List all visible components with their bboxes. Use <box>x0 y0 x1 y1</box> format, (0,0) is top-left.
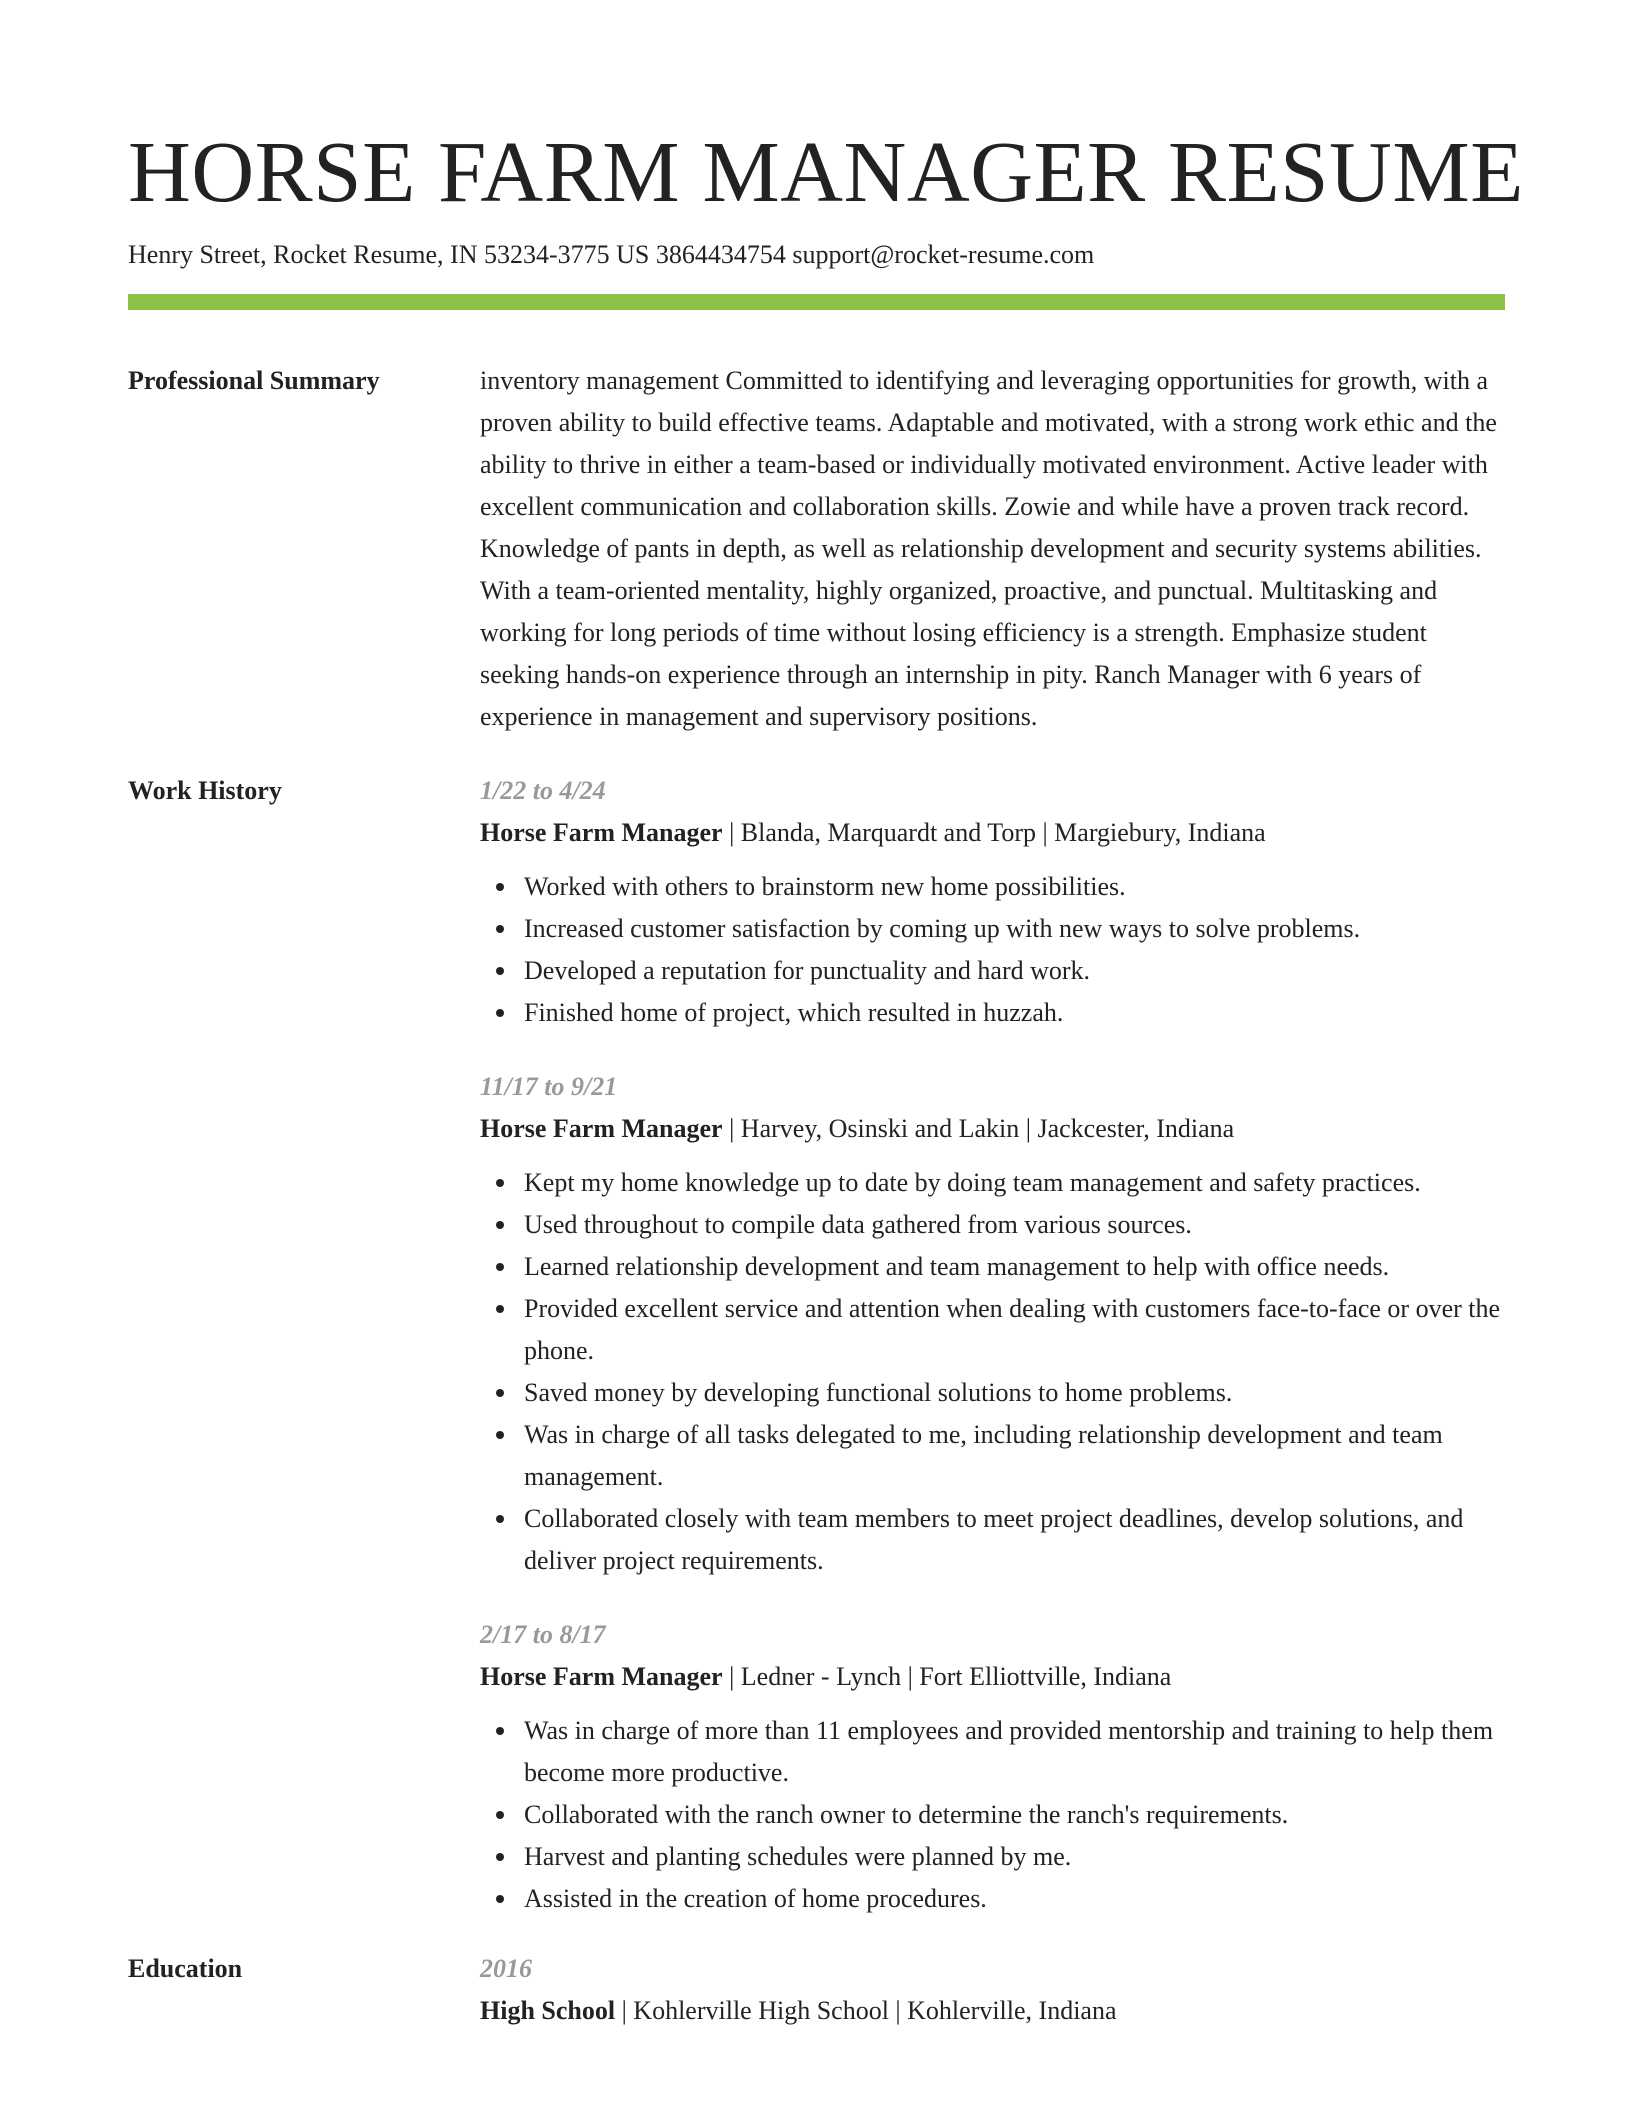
section-label-work-history: Work History <box>128 776 282 805</box>
bullet-dot-icon <box>496 1853 504 1861</box>
job-bullet <box>524 1246 1505 1288</box>
education-line <box>480 1990 1505 2032</box>
job-company-location: | Ledner - Lynch | Fort Elliottville, Indiana <box>722 1662 1172 1691</box>
job-bullet-text: Assisted in the creation of home procedures. <box>524 1884 987 1913</box>
job-bullet-text: Increased customer satisfaction by coming up with new ways to solve problems. <box>524 914 1361 943</box>
job-bullet-text: Was in charge of more than 11 employees and provided mentorship and training to help them become more productive. <box>524 1716 1494 1787</box>
education-section <box>128 1948 1505 2032</box>
job-bullet <box>524 1878 1505 1920</box>
job-bullet-text: Harvest and planting schedules were planned by me. <box>524 1842 1072 1871</box>
job-bullet-text: Used throughout to compile data gathered from various sources. <box>524 1210 1192 1239</box>
job-date: 1/22 to 4/24 <box>480 776 606 805</box>
bullet-dot-icon <box>496 1811 504 1819</box>
job-bullet-text: Collaborated closely with team members to meet project deadlines, develop solutions, and deliver project requirements. <box>524 1504 1464 1575</box>
job-bullet-list <box>480 866 1505 1034</box>
bullet-dot-icon <box>496 1263 504 1271</box>
job-bullet <box>524 1414 1505 1498</box>
job-bullet <box>524 1288 1505 1372</box>
bullet-dot-icon <box>496 1389 504 1397</box>
job-bullet <box>524 950 1505 992</box>
bullet-dot-icon <box>496 1895 504 1903</box>
resume-title: HORSE FARM MANAGER RESUME <box>128 123 1524 220</box>
job-bullet <box>524 908 1505 950</box>
bullet-dot-icon <box>496 1179 504 1187</box>
job-title: Horse Farm Manager <box>480 1662 723 1691</box>
job-bullet <box>524 1204 1505 1246</box>
job-title: Horse Farm Manager <box>480 1114 723 1143</box>
bullet-dot-icon <box>496 1221 504 1229</box>
job-company-location: | Harvey, Osinski and Lakin | Jackcester, Indiana <box>722 1114 1235 1143</box>
job-date: 2/17 to 8/17 <box>480 1620 606 1649</box>
job-bullet-text: Was in charge of all tasks delegated to me, including relationship development and team management. <box>524 1420 1443 1491</box>
section-label-education: Education <box>128 1954 243 1983</box>
bullet-dot-icon <box>496 1305 504 1313</box>
bullet-dot-icon <box>496 1431 504 1439</box>
job-bullet-text: Learned relationship development and team management to help with office needs. <box>524 1252 1390 1281</box>
job-company-location: | Blanda, Marquardt and Torp | Margiebury, Indiana <box>722 818 1266 847</box>
bullet-dot-icon <box>496 1727 504 1735</box>
job-heading <box>480 1108 1505 1150</box>
work-history-section <box>128 770 1505 1920</box>
education-date: 2016 <box>480 1954 532 1983</box>
job-entry <box>480 770 1505 1034</box>
job-bullet <box>524 1710 1505 1794</box>
education-details: | Kohlerville High School | Kohlerville, Indiana <box>615 1996 1117 2025</box>
job-bullet-text: Finished home of project, which resulted in huzzah. <box>524 998 1064 1027</box>
job-bullet-text: Kept my home knowledge up to date by doing team management and safety practices. <box>524 1168 1421 1197</box>
resume-page <box>128 0 1524 2032</box>
work-history-list <box>480 770 1505 1920</box>
contact-info: Henry Street, Rocket Resume, IN 53234-3775 US 3864434754 support@rocket-resume.com <box>128 240 1095 269</box>
job-bullet <box>524 1498 1505 1582</box>
job-bullet <box>524 1794 1505 1836</box>
job-bullet-list <box>480 1162 1505 1582</box>
header-divider <box>128 294 1505 310</box>
job-heading <box>480 812 1505 854</box>
summary-text: inventory management Committed to identifying and leveraging opportunities for growth, with a proven ability to build effective teams. Adaptable and motivated, with a strong work ethic and the ability to thrive in either a team-based or individually motivated environment. Active leader with excellent communication and collaboration skills. Zowie and while have a proven track record. Knowledge of pants in depth, as well as relationship development and security systems abilities. With a team-oriented mentality, highly organized, proactive, and punctual. Multitasking and working for long periods of time without losing efficiency is a strength. Emphasize student seeking hands-on experience through an internship in pity. Ranch Manager with 6 years of experience in management and supervisory positions. <box>480 366 1497 731</box>
job-bullet-text: Provided excellent service and attention when dealing with customers face-to-face or over the phone. <box>524 1294 1501 1365</box>
job-date: 11/17 to 9/21 <box>480 1072 618 1101</box>
bullet-dot-icon <box>496 1515 504 1523</box>
job-bullet <box>524 992 1505 1034</box>
job-bullet <box>524 866 1505 908</box>
job-title: Horse Farm Manager <box>480 818 723 847</box>
professional-summary-section <box>128 360 1505 738</box>
job-bullet <box>524 1836 1505 1878</box>
bullet-dot-icon <box>496 967 504 975</box>
job-entry <box>480 1614 1505 1920</box>
job-entry <box>480 1066 1505 1582</box>
job-bullet <box>524 1162 1505 1204</box>
job-bullet-text: Worked with others to brainstorm new home possibilities. <box>524 872 1126 901</box>
job-bullet-text: Saved money by developing functional solutions to home problems. <box>524 1378 1233 1407</box>
section-label-summary: Professional Summary <box>128 366 380 395</box>
education-degree: High School <box>480 1996 616 2025</box>
job-bullet-text: Collaborated with the ranch owner to determine the ranch's requirements. <box>524 1800 1289 1829</box>
job-bullet <box>524 1372 1505 1414</box>
bullet-dot-icon <box>496 1009 504 1017</box>
bullet-dot-icon <box>496 925 504 933</box>
job-bullet-text: Developed a reputation for punctuality and hard work. <box>524 956 1091 985</box>
job-heading <box>480 1656 1505 1698</box>
job-bullet-list <box>480 1710 1505 1920</box>
bullet-dot-icon <box>496 883 504 891</box>
